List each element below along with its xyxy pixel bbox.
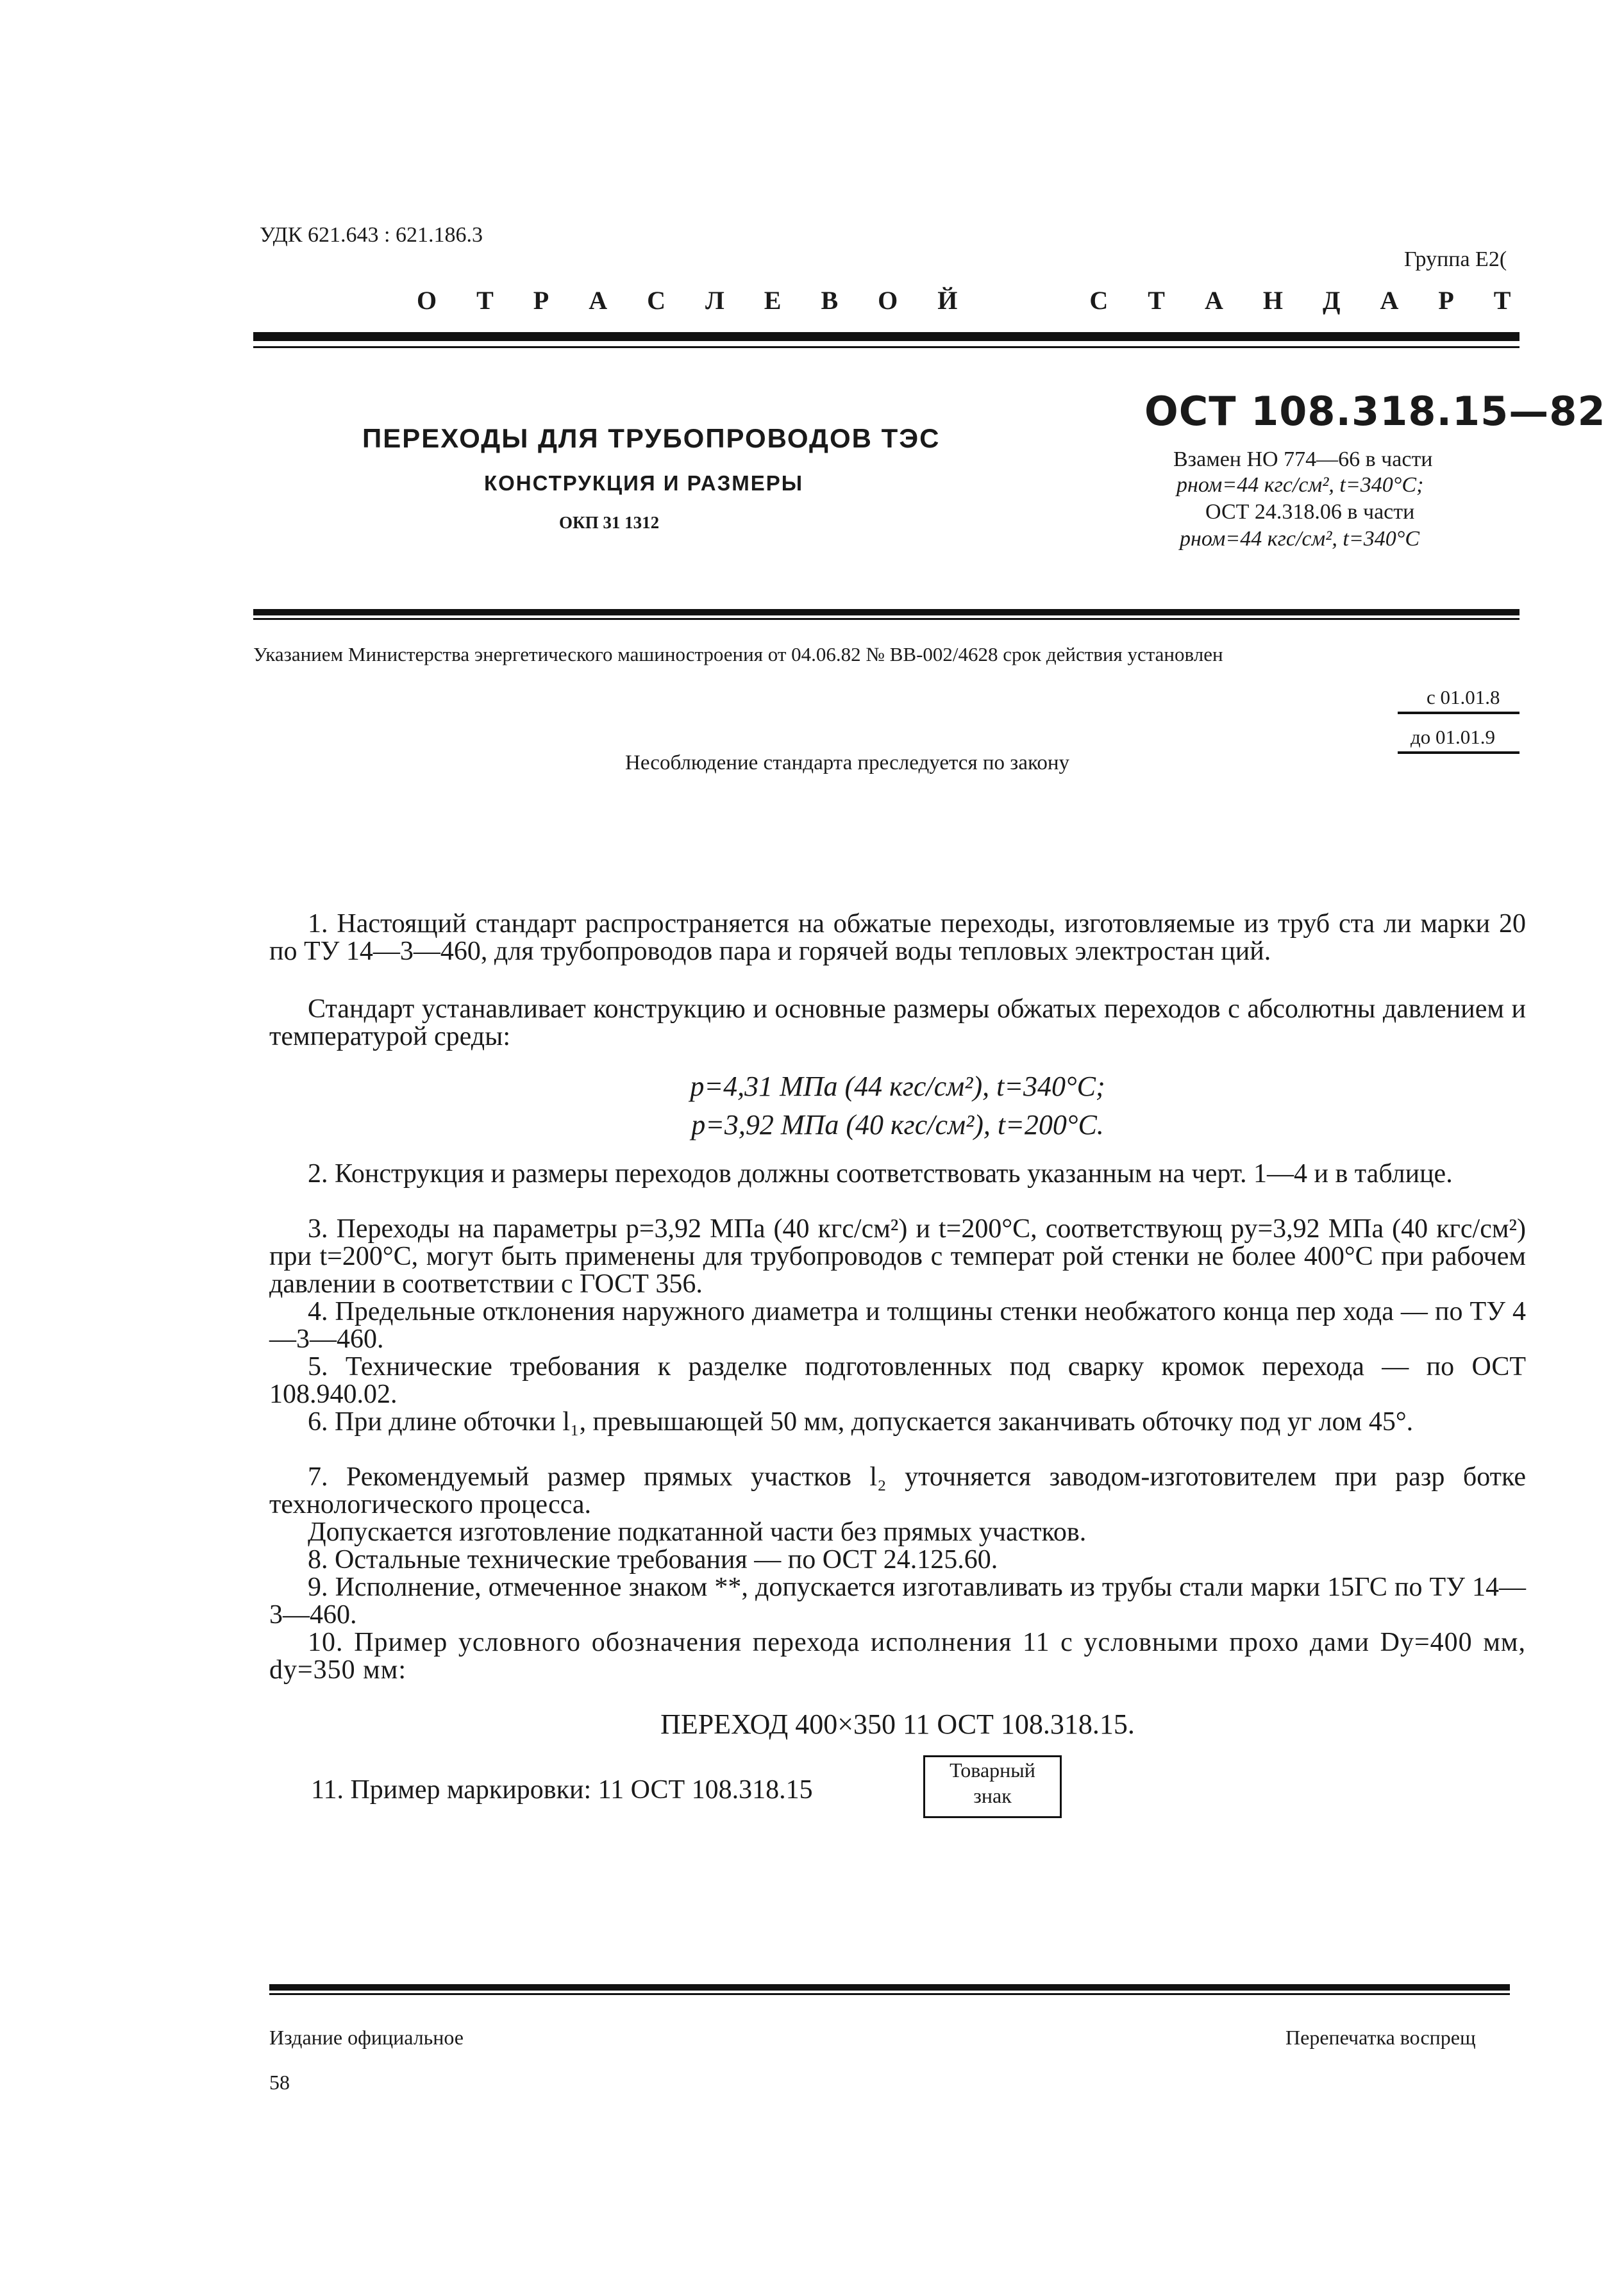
effective-to-rule	[1398, 751, 1519, 754]
item-4: 4. Предельные отклонения наружного диаметра и толщины стенки необжатого конца пер хода — по ТУ 4—3—460.	[269, 1297, 1526, 1354]
item-3: 3. Переходы на параметры p=3,92 МПа (40 кгс/см²) и t=200°С, соответствующ pу=3,92 МПа (40 кгс/см²) при t=200°С, могут быть применены для трубопроводов с температ рой стенки не более 400°С при рабочем давлении в соответствии с ГОСТ 356.	[269, 1214, 1526, 1299]
replaces-line-4: pном=44 кгс/см², t=340°С	[1180, 527, 1420, 551]
footer-official-edition: Издание официальное	[269, 2026, 464, 2049]
footer-rule-thick	[269, 1984, 1510, 1991]
document-title: ПЕРЕХОДЫ ДЛЯ ТРУБОПРОВОДОВ ТЭС	[362, 423, 941, 453]
effective-from: с 01.01.8	[1427, 686, 1500, 708]
formula-2: p=3,92 МПа (40 кгс/см²), t=200°С.	[691, 1109, 1104, 1140]
item-7-note: Допускается изготовление подкатанной части без прямых участков.	[308, 1517, 1087, 1547]
okp-code: ОКП 31 1312	[559, 513, 660, 532]
paragraph-1: 1. Настоящий стандарт распространяется на обжатые переходы, изготовляемые из труб ста ли марки 20 по ТУ 14—3—460, для трубопроводов пара и горячей воды тепловых электростан ций.	[269, 909, 1526, 966]
item-2: 2. Конструкция и размеры переходов должны соответствовать указанным на черт. 1—4 и в таблице.	[308, 1159, 1453, 1189]
replaces-line-2: pном=44 кгс/см², t=340°С;	[1176, 473, 1424, 497]
item-10: 10. Пример условного обозначения перехода исполнения 11 с условными прохо дами Dу=400 мм, dу=350 мм:	[269, 1628, 1526, 1685]
formula-1: p=4,31 МПа (44 кгс/см²), t=340°С;	[690, 1071, 1105, 1102]
document-subtitle: КОНСТРУКЦИЯ И РАЗМЕРЫ	[484, 471, 804, 495]
directive-text: Указанием Министерства энергетического машиностроения от 04.06.82 № ВВ-002/4628 срок действия установлен	[253, 643, 1223, 665]
title-rule-thick	[253, 609, 1519, 615]
replaces-line-3: ОСТ 24.318.06 в части	[1205, 500, 1415, 524]
legal-warning: Несоблюдение стандарта преследуется по закону	[625, 751, 1069, 774]
replaces-line-1: Взамен НО 774—66 в части	[1173, 447, 1433, 471]
group-code: Группа Е2(	[1404, 247, 1507, 271]
udk-code: УДК 621.643 : 621.186.3	[260, 223, 483, 247]
marking-example: 11. Пример маркировки: 11 ОСТ 108.318.15	[311, 1775, 813, 1805]
item-8: 8. Остальные технические требования — по ОСТ 24.125.60.	[308, 1545, 998, 1575]
trademark-box	[923, 1755, 1062, 1818]
standard-type-heading: О Т Р А С Л Е В О Й С Т А Н Д А Р Т	[417, 286, 1528, 315]
page-number: 58	[269, 2071, 290, 2094]
header-rule-thin	[253, 346, 1519, 348]
example-designation: ПЕРЕХОД 400×350 11 ОСТ 108.318.15.	[660, 1708, 1135, 1740]
header-rule-thick	[253, 332, 1519, 341]
item-9: 9. Исполнение, отмеченное знаком **, допускается изготавливать из трубы стали марки 15ГС по ТУ 14—3—460.	[269, 1573, 1526, 1630]
effective-from-rule	[1398, 712, 1519, 714]
item-6: 6. При длине обточки l₁, превышающей 50 мм, допускается заканчивать обточку под уг лом 45°.	[308, 1407, 1414, 1437]
paragraph-scope: Стандарт устанавливает конструкцию и основные размеры обжатых переходов с абсолютны давлением и температурой среды:	[269, 994, 1526, 1051]
item-5: 5. Технические требования к разделке подготовленных под сварку кромок перехода — по ОСТ 108.940.02.	[269, 1352, 1526, 1409]
footer-reprint-notice: Перепечатка воспрещ	[1285, 2026, 1476, 2049]
standard-code: ОСТ 108.318.15—82	[1144, 388, 1606, 435]
trademark-box-line-1: Товарный	[950, 1758, 1035, 1782]
title-rule-thin	[253, 618, 1519, 620]
effective-to: до 01.01.9	[1411, 726, 1496, 748]
trademark-box-line-2: знак	[973, 1784, 1012, 1807]
item-7: 7. Рекомендуемый размер прямых участков l₂ уточняется заводом-изготовителем при разр ботке технологического процесса.	[269, 1462, 1526, 1519]
footer-rule-thin	[269, 1993, 1510, 1995]
